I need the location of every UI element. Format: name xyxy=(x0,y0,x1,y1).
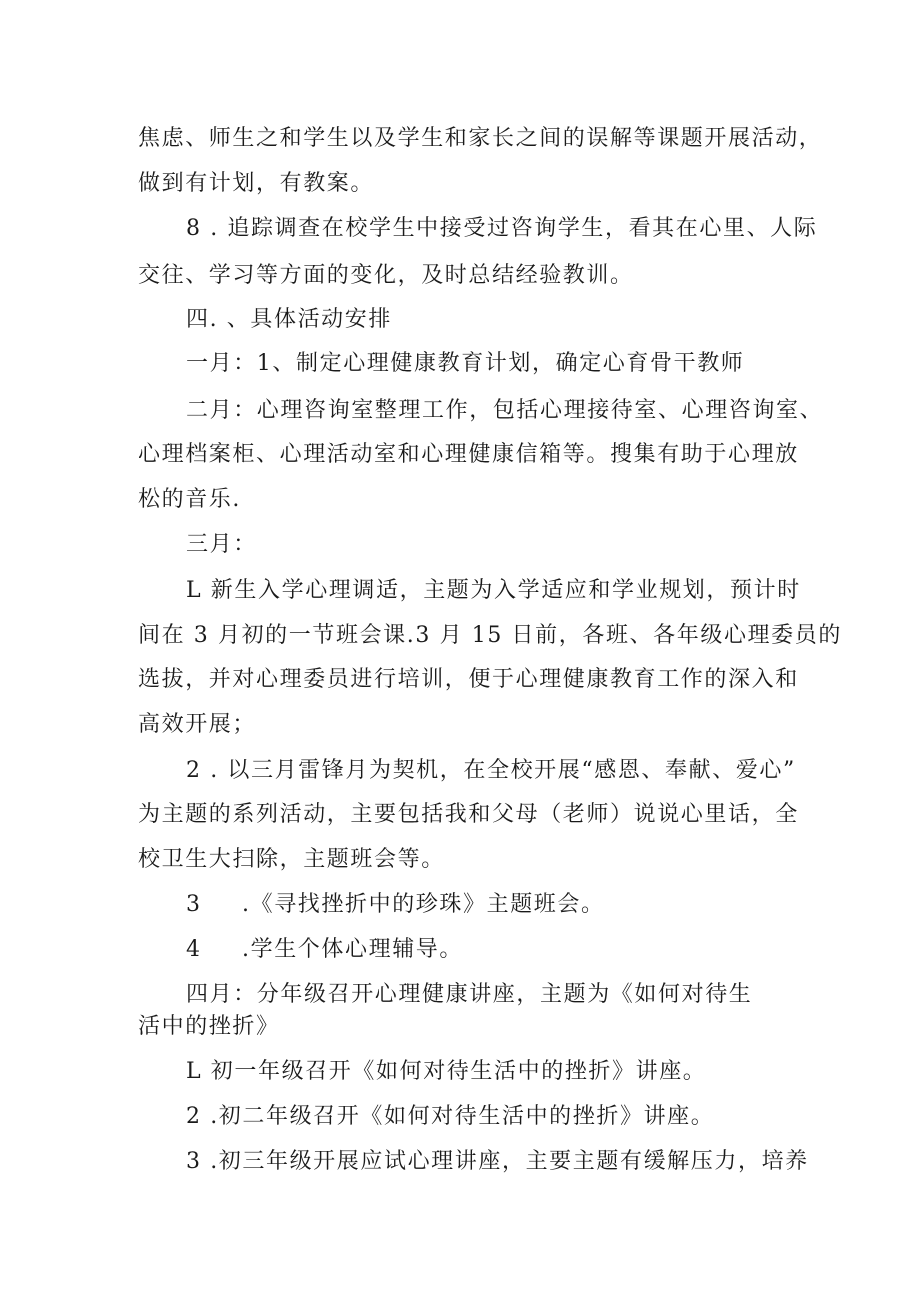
text-line: 二月：心理咨询室整理工作，包括心理接待室、心理咨询室、 xyxy=(186,398,824,423)
text-line: 选拔，并对心理委员进行培训，便于心理健康教育工作的深入和 xyxy=(138,667,799,692)
text-line: 为主题的系列活动，主要包括我和父母（老师）说说心里话，全 xyxy=(138,802,799,827)
text-line: 8 . 追踪调查在校学生中接受过咨询学生，看其在心里、人际 xyxy=(186,216,818,241)
list-number: 4 xyxy=(186,937,202,962)
text-line: 高效开展； xyxy=(138,712,257,737)
text-line: 三月： xyxy=(186,532,257,557)
text-line: 松的音乐. xyxy=(138,487,241,512)
text-line: 交往、学习等方面的变化，及时总结经验教训。 xyxy=(138,263,634,288)
text-line: 2 .初二年级召开《如何对待生活中的挫折》讲座。 xyxy=(186,1104,715,1129)
text-line: 心理档案柜、心理活动室和心理健康信箱等。搜集有助于心理放 xyxy=(138,442,799,467)
list-text: .《寻找挫折中的珍珠》主题班会。 xyxy=(242,892,605,917)
text-line: L 初一年级召开《如何对待生活中的挫折》讲座。 xyxy=(186,1059,707,1084)
text-line: 四月：分年级召开心理健康讲座，主题为《如何对待生 xyxy=(186,982,753,1007)
text-line: 校卫生大扫除，主题班会等。 xyxy=(138,847,445,872)
text-line: 做到有计划，有教案。 xyxy=(138,171,375,196)
text-line: 一月：1、制定心理健康教育计划，确定心育骨干教师 xyxy=(186,351,745,376)
text-line xyxy=(186,935,463,965)
text-line: L 新生入学心理调适，主题为入学适应和学业规划，预计时 xyxy=(186,578,801,603)
text-line: 2 . 以三月雷锋月为契机，在全校开展“感恩、奉献、爱心” xyxy=(186,758,796,783)
text-line: 间在 3 月初的一节班会课.3 月 15 日前，各班、各年级心理委员的 xyxy=(138,623,842,648)
text-line xyxy=(186,890,605,920)
text-line: 焦虑、师生之和学生以及学生和家长之间的误解等课题开展活动， xyxy=(138,126,823,151)
section-heading: 四. 、具体活动安排 xyxy=(186,307,392,332)
text-line: 活中的挫折》 xyxy=(138,1014,280,1039)
list-text: .学生个体心理辅导。 xyxy=(242,937,463,962)
list-number: 3 xyxy=(186,892,202,917)
text-line: 3 .初三年级开展应试心理讲座，主要主题有缓解压力，培养 xyxy=(186,1149,809,1174)
